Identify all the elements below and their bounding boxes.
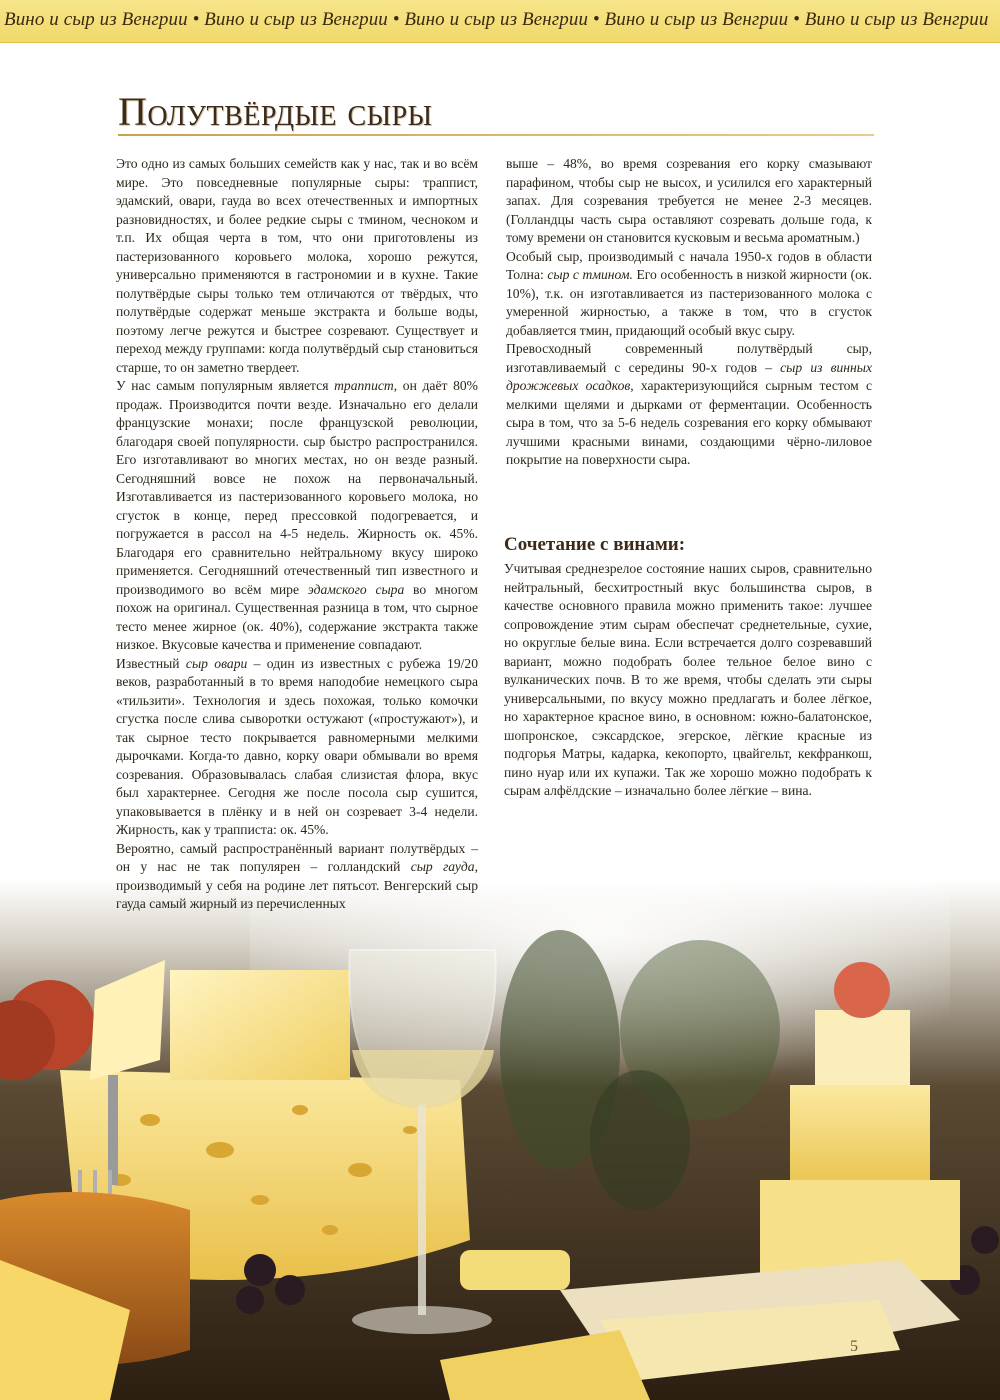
page-title: Полутвёрдые сыры (118, 89, 433, 134)
paragraph: Особый сыр, производимый с начала 1950-х годов в области Толна: сыр с тмином. Его особенность в низкой жирности (ок. 10%), т.к. он изготавливается из пастеризованного молока с умеренной жирностью, а также в том, что в сгусток добавляется тмин, придающий особый вкус сыру. (506, 248, 872, 338)
paragraph: Вероятно, самый распространённый вариант полутвёрдых – он у нас не так популярен – голландский сыр гауда, производимый у себя на родине лет пятьсот. Венгерский сыр гауда самый жирный из перечисленных (116, 840, 478, 911)
paragraph: Учитывая среднезрелое состояние наших сыров, сравнительно нейтральный, бесхитростный вкус большинства сыров, в качестве основного правила можно применить такое: лучшее сопровождение этим сырам обеспечат среднетельные, сухие, но округлые белые вина. Если встречается долго созревавший вариант, можно подобрать более тельное белое вино с вулканических почв. В то же время, чтобы сделать эти сыры универсальными, по вкусу можно предлагать и более лёгкое, но характерное красное вино, в основном: южно-балатонское, шопронское, сэксардское, эгерское, лёгкие красные из подгорья Матры, кадарка, кекопорто, цвайгельт, кекфранкош, пино нуар или их купажи. Так же хорошо можно подобрать к сырам алфёлдские – изначально более лёгкие – вина. (504, 561, 872, 798)
paragraph: Превосходный современный полутвёрдый сыр, изготавливаемый с середины 90-х годов – сыр из винных дрожжевых осадков, характеризующийся сырным тестом с мелкими щелями и дырками от ферментации. Особенность сыра в том, что за 5-6 недель созревания его корку обмывают лучшими красными винами, создающими чёрно-лиловое покрытие на поверхности сыра. (506, 341, 872, 467)
paragraph: У нас самым популярным является траппист, он даёт 80% продаж. Производится почти везде. Изначально его делали французские монахи; после французской революции, благодаря своей популярности. сыр быстро распространился. Его изготавливают во многих местах, но он везде разный. Сегодняшний вовсе не похож на первоначальный. Изготавливается из пастеризованного коровьего молока, но сгусток в конце, перед прессовкой подогревается, и погружается в рассол на 4-5 недель. Жирность ок. 45%. Благодаря его сравнительно нейтральному вкусу широко применяется. Сегодняшний отечественный тип известного и производимого во всём мире эдамского сыра во многом похож на оригинал. Существенная разница в том, что сырное тесто менее жирное (ок. 40%), содержание экстракта также низкое. Вкусовые качества и применение совпадают. (116, 378, 478, 652)
banner-text: Вино и сыр из Венгрии • Вино и сыр из Венгрии • Вино и сыр из Венгрии • Вино и сыр из Венгрии • Вино и сыр из Венгрии (4, 9, 989, 30)
title-underline (118, 134, 874, 136)
header-banner (0, 0, 1000, 43)
cheese-wine-illustration (0, 880, 1000, 1400)
page-number: 5 (850, 1338, 858, 1355)
right-column (506, 155, 872, 470)
paragraph: Это одно из самых больших семейств как у нас, так и во всём мире. Это повседневные популярные сыры: траппист, эдамский, овари, гауда во всех отечественных и импортных разновидностях, и более редкие сыры с тмином, чесноком и т.п. Их общая черта в том, что они приготовлены из пастеризованного коровьего молока, хорошо режутся, универсально применяются в гастрономии и в кухне. Такие полутвёрдые сыры только тем отличаются от твёрдых, что полутвёрдые содержат меньше экстракта и больше воды, поэтому легче режутся и быстрее созревают. Существует и переход между группами: когда полутвёрдый сыр становиться старше, то он заметно твердеет. (116, 156, 478, 375)
paragraph: выше – 48%, во время созревания его корку смазывают парафином, чтобы сыр не высох, и усилился его характерный запах. Для созревания требуется не менее 2-3 месяцев. (Голландцы часть сыра оставляют созревать дольше года, к тому времени он становится кусковым и весьма ароматным.) (506, 156, 872, 245)
paragraph: Известный сыр овари – один из известных с рубежа 19/20 веков, разработанный в то время наподобие немецкого сыра «тильзити». Технология и здесь похожая, только комочки сгустка после слива сыворотки остужают («простужают»), и так сырное тесто покрывается равномерными мелкими дырочками. Когда-то давно, корку овари обмывали во время созревания. Образовывалась слабая слизистая флора, вкус был характернее. Сегодня же после посола сыр сушится, упаковывается в плёнку и в ней он созревает 3-4 недели. Жирность, как у трапписта: ок. 45%. (116, 655, 478, 837)
left-column (116, 155, 478, 914)
wine-pairing-text (504, 560, 872, 801)
wine-pairing-heading: Сочетание с винами: (504, 534, 686, 555)
